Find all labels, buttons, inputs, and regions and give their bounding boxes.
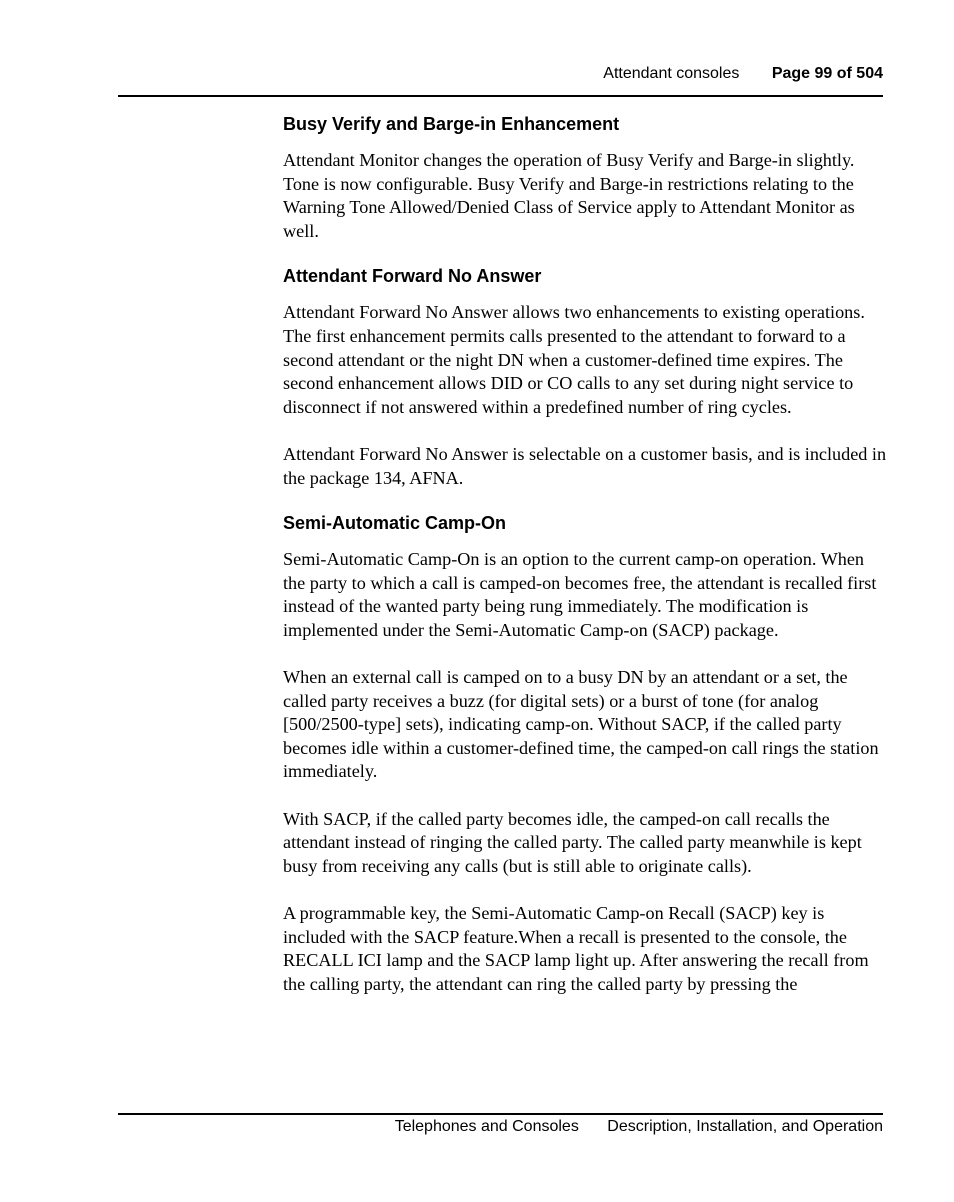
section-heading: Semi-Automatic Camp-On (283, 513, 507, 534)
paragraph: With SACP, if the called party becomes idle, the camped-on call recalls the attendant instead of ringing the called party. The called party meanwhile is kept busy from receiving any calls (but is still able to originate calls). (283, 808, 862, 876)
document-body (283, 112, 888, 1020)
paragraph: A programmable key, the Semi-Automatic Camp-on Recall (SACP) key is included with the SACP feature.When a recall is presented to the console, the RECALL ICI lamp and the SACP lamp light up. After answering the recall from the calling party, the attendant can ring the called party by pressing the (283, 903, 869, 994)
section-heading: Attendant Forward No Answer (283, 266, 542, 287)
section-busy-verify (283, 112, 888, 243)
paragraph: When an external call is camped on to a busy DN by an attendant or a set, the called party receives a buzz (for digital sets) or a burst of tone (for analog [500/2500-type] sets), indicating camp-on. Without SACP, if the called party becomes idle within a customer-defined time, the camped-on call rings the station immediately. (283, 667, 879, 782)
footer-document-title: Description, Installation, and Operation (607, 1118, 883, 1135)
paragraph: Attendant Monitor changes the operation of Busy Verify and Barge-in slightly. Tone is now configurable. Busy Verify and Barge-in restrictions relating to the Warning Tone Allowed/Denied Class of Service apply to Attendant Monitor as well. (283, 150, 855, 241)
page-footer (395, 1118, 883, 1136)
footer-rule (118, 1113, 883, 1115)
paragraph: Semi-Automatic Camp-On is an option to the current camp-on operation. When the party to which a call is camped-on becomes free, the attendant is recalled first instead of the wanted party being rung immediately. The modification is implemented under the Semi-Automatic Camp-on (SACP) package. (283, 549, 877, 640)
header-section-title: Attendant consoles (603, 65, 740, 82)
paragraph: Attendant Forward No Answer is selectable on a customer basis, and is included in the package 134, AFNA. (283, 443, 887, 488)
section-attendant-forward (283, 264, 888, 490)
section-semi-automatic-camp-on (283, 511, 888, 996)
header-page-number: Page 99 of 504 (771, 65, 883, 82)
section-heading: Busy Verify and Barge-in Enhancement (283, 114, 620, 134)
page-header (603, 65, 883, 83)
paragraph: Attendant Forward No Answer allows two enhancements to existing operations. The first enhancement permits calls presented to the attendant to forward to a second attendant or the night DN when a customer-defined time expires. The second enhancement allows DID or CO calls to any set during night service to disconnect if not answered within a predefined number of ring cycles. (283, 302, 865, 417)
footer-book-title: Telephones and Consoles (394, 1118, 579, 1135)
header-rule (118, 95, 883, 97)
